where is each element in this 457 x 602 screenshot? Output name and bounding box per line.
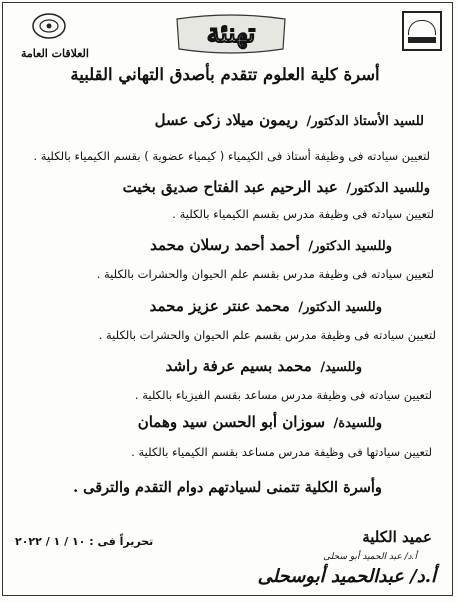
entry-text: لتعيين سيادتها فى وظيفة مدرس مساعد بقسم الكيمياء بالكلية . — [131, 445, 432, 459]
entry-title: وللسيد الدكتور/ — [298, 300, 382, 315]
entry-name: سوزان أبو الحسن سيد وهمان — [137, 413, 326, 431]
certificate-page — [2, 2, 453, 596]
dean-title: عميد الكلية — [362, 528, 432, 546]
entry-name-line — [123, 178, 430, 196]
department-label: العلاقات العامة — [21, 47, 89, 60]
entry-title: للسيد الأستاذ الدكتور/ — [306, 114, 424, 129]
entry-name: عبد الرحيم عبد الفتاح صديق بخيت — [122, 178, 338, 196]
faculty-emblem-icon — [31, 11, 67, 41]
entry-name-line — [166, 357, 362, 375]
entry-text: لتعيين سيادته فى وظيفة مدرس مساعد بقسم الفيزياء بالكلية . — [134, 388, 432, 402]
entry-name-line — [138, 413, 382, 431]
congratulations-banner — [171, 13, 291, 55]
entry-name-line — [150, 236, 392, 254]
entry-text: لتعيين سيادته فى وظيفة أستاذ فى الكيمياء ( كيمياء عضوية ) بقسم الكيمياء بالكلية . — [33, 149, 430, 163]
entry-title: وللسيد الدكتور/ — [346, 181, 430, 196]
issue-date: تحريراً فى : ١٠ / ١ / ٢٠٢٢ — [15, 535, 154, 548]
entry-text: لتعيين سيادته فى وظيفة مدرس بقسم علم الحيوان والحشرات بالكلية . — [98, 328, 436, 342]
headline: أسرة كلية العلوم تتقدم بأصدق التهاني القلبية — [70, 65, 380, 84]
entry-name-line — [150, 297, 382, 315]
entry-name-line — [155, 111, 424, 129]
dean-name: أ.د/ عبدالحميد أبوسحلى — [257, 566, 436, 587]
dean-signature: أ.د/ عبد الحميد أبو سحلى — [323, 552, 417, 562]
entry-text: لتعيين سيادته فى وظيفة مدرس بقسم الكيمياء بالكلية . — [172, 207, 434, 221]
entry-text: لتعيين سيادته فى وظيفة مدرس بقسم علم الحيوان والحشرات بالكلية . — [96, 267, 434, 281]
entry-name: محمد بسيم عرفة راشد — [165, 357, 312, 375]
closing-wish: وأسرة الكلية تتمنى لسيادتهم دوام التقدم والترقى . — [73, 479, 382, 496]
entry-name: ريمون ميلاد زكى عسل — [154, 111, 298, 129]
entry-name: أحمد أحمد رسلان محمد — [150, 236, 300, 254]
entry-title: وللسيد/ — [320, 360, 362, 375]
entry-name: محمد عنتر عزيز محمد — [149, 297, 290, 315]
university-emblem-icon — [402, 11, 442, 51]
banner-title: تهنئة — [206, 19, 256, 49]
entry-title: وللسيدة/ — [333, 416, 382, 431]
entry-title: وللسيد الدكتور/ — [308, 239, 392, 254]
